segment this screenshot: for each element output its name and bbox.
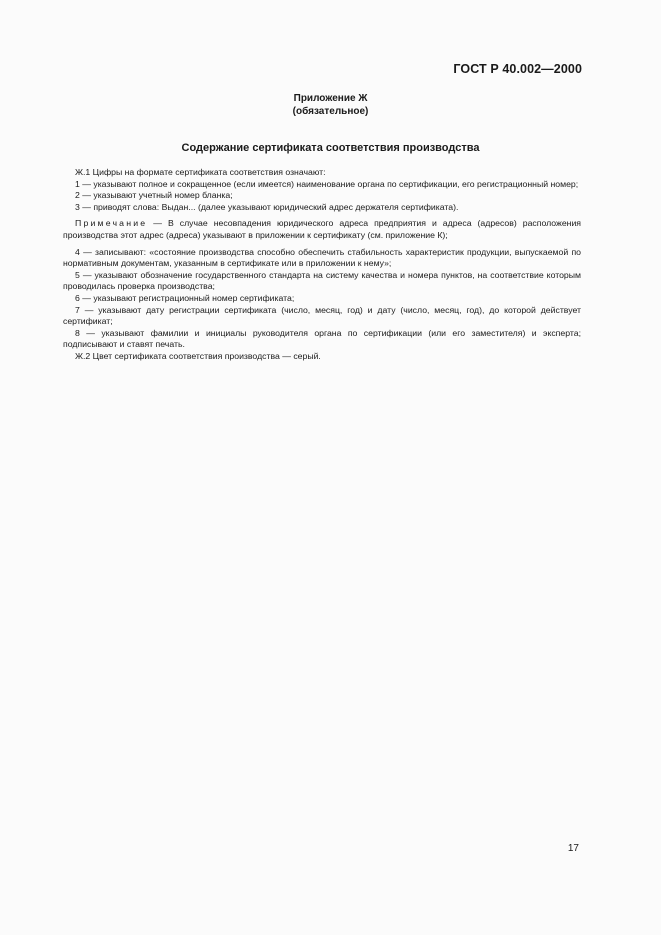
appendix-title: Приложение Ж	[293, 93, 368, 104]
note-label: Примечание	[75, 218, 148, 229]
paragraph-item-7: 7 — указывают дату регистрации сертификата (число, месяц, год) и дату (число, месяц, год), до которой действует сертификат;	[63, 304, 581, 327]
paragraph-item-2: 2 — указывают учетный номер бланка;	[75, 190, 233, 201]
page-number: 17	[567, 843, 579, 854]
paragraph-item-3: 3 — приводят слова: Выдан... (далее указывают юридический адрес держателя сертификата).	[75, 201, 459, 212]
appendix-status: (обязательное)	[292, 106, 369, 117]
document-code: ГОСТ Р 40.002—2000	[453, 62, 582, 76]
note-paragraph	[63, 218, 581, 241]
paragraph-j2: Ж.2 Цвет сертификата соответствия производства — серый.	[75, 350, 321, 361]
paragraph-item-4: 4 — записывают: «состояние производства способно обеспечить стабильность характеристик продукции, выпускаемой по нормативным документам, указанным в сертификате или в приложении к нему»;	[63, 246, 581, 269]
paragraph-item-8: 8 — указывают фамилии и инициалы руководителя органа по сертификации (или его заместителя) и эксперта; подписывают и ставят печать.	[63, 327, 581, 350]
appendix-heading	[0, 92, 661, 118]
note-text: — В случае несовпадения юридического адреса предприятия и адреса (адресов) расположения производства этот адрес (адреса) указывают в приложении к сертификату (см. приложение К);	[63, 218, 581, 240]
paragraph-item-6: 6 — указывают регистрационный номер сертификата;	[75, 292, 295, 303]
paragraph-item-1: 1 — указывают полное и сокращенное (если имеется) наименование органа по сертификации, его регистрационный номер;	[75, 178, 579, 189]
paragraph-j1: Ж.1 Цифры на формате сертификата соответствия означают:	[75, 167, 326, 177]
body-text	[63, 167, 581, 363]
section-title: Содержание сертификата соответствия производства	[181, 142, 480, 154]
paragraph-item-5: 5 — указывают обозначение государственного стандарта на систему качества и номера пунктов, на соответствие которым проводилась проверка производства;	[63, 269, 581, 292]
